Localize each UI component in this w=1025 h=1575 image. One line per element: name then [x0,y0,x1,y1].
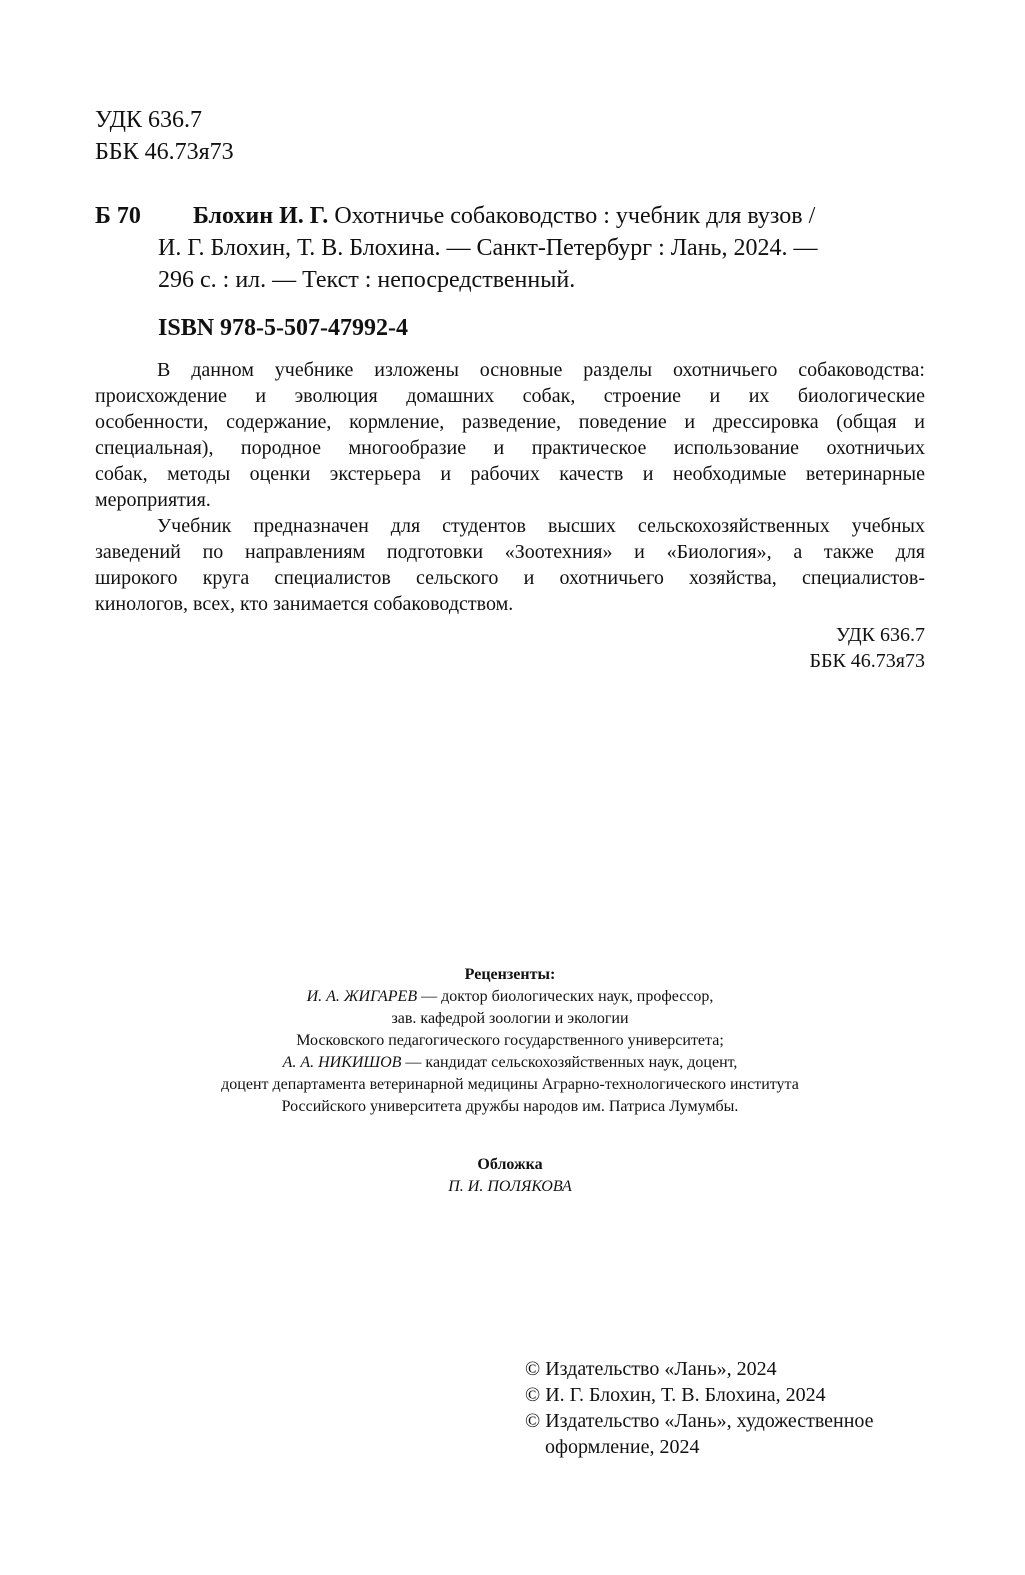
reviewer-2-line-1 [60,1052,960,1074]
isbn: ISBN 978-5-507-47992-4 [158,315,408,341]
reviewer-1-line-1 [60,986,960,1008]
catalog-line-3: 296 с. : ил. — Текст : непосредственный. [158,267,576,293]
cover-block [60,1154,960,1198]
udk-bottom: УДК 636.7 [835,624,925,646]
cover-heading: Обложка [477,1156,543,1173]
catalog-code: Б 70 [95,203,141,229]
reviewer-2-line-2: доцент департамента ветеринарной медицины Аграрно-технологического института [221,1076,799,1093]
reviewer-1-line-3: Московского педагогического государственного университета; [296,1032,724,1049]
reviewer-2-name: А. А. НИКИШОВ [282,1054,402,1071]
reviewers-heading: Рецензенты: [464,966,556,983]
copyright-line: © Издательство «Лань», художественное [525,1410,874,1432]
abstract-paragraph-1 [95,357,925,513]
abstract-p1-line: происхождение и эволюция домашних собак, строение и их биологические [95,385,925,407]
bbk-bottom: ББК 46.73я73 [809,650,925,672]
catalog-title: Охотничье собаководство : учебник для вузов / [334,203,816,229]
reviewer-1-line-2: зав. кафедрой зоологии и экологии [391,1010,629,1027]
catalog-author: Блохин И. Г. [193,203,329,229]
copyright-line: оформление, 2024 [545,1436,700,1458]
bbk-top: ББК 46.73я73 [95,139,234,165]
abstract-p1-line: мероприятия. [95,489,211,511]
copyright-block [525,1356,945,1460]
abstract-p2-line: заведений по направлениям подготовки «Зоотехния» и «Биология», а также для [95,541,925,563]
abstract-p2-line: Учебник предназначен для студентов высших сельскохозяйственных учебных [157,515,925,537]
reviewers-block [60,964,960,1118]
abstract-p1-line: собак, методы оценки экстерьера и рабочих качеств и необходимые ветеринарные [95,463,925,485]
reviewer-2-title: — кандидат сельскохозяйственных наук, доцент, [401,1054,738,1071]
catalog-line-1 [193,200,923,232]
abstract-p1-line: особенности, содержание, кормление, разведение, поведение и дрессировка (общая и [95,411,925,433]
reviewer-1-name: И. А. ЖИГАРЕВ [306,988,418,1005]
abstract-paragraph-2 [95,513,925,617]
abstract-p2-line: кинологов, всех, кто занимается собаководством. [95,593,514,615]
reviewer-1-title: — доктор биологических наук, профессор, [417,988,714,1005]
cover-designer: П. И. ПОЛЯКОВА [448,1178,572,1195]
catalog-line-2: И. Г. Блохин, Т. В. Блохина. — Санкт-Петербург : Лань, 2024. — [158,235,818,261]
udk-top: УДК 636.7 [95,107,202,133]
reviewer-2-line-3: Российского университета дружбы народов им. Патриса Лумумбы. [281,1098,739,1115]
copyright-line: © И. Г. Блохин, Т. В. Блохина, 2024 [525,1384,826,1406]
abstract-p1-line: специальная), породное многообразие и практическое использование охотничьих [95,437,925,459]
abstract-p1-line: В данном учебнике изложены основные разделы охотничьего собаководства: [157,359,925,381]
abstract-p2-line: широкого круга специалистов сельского и охотничьего хозяйства, специалистов- [95,567,925,589]
copyright-line: © Издательство «Лань», 2024 [525,1358,777,1380]
